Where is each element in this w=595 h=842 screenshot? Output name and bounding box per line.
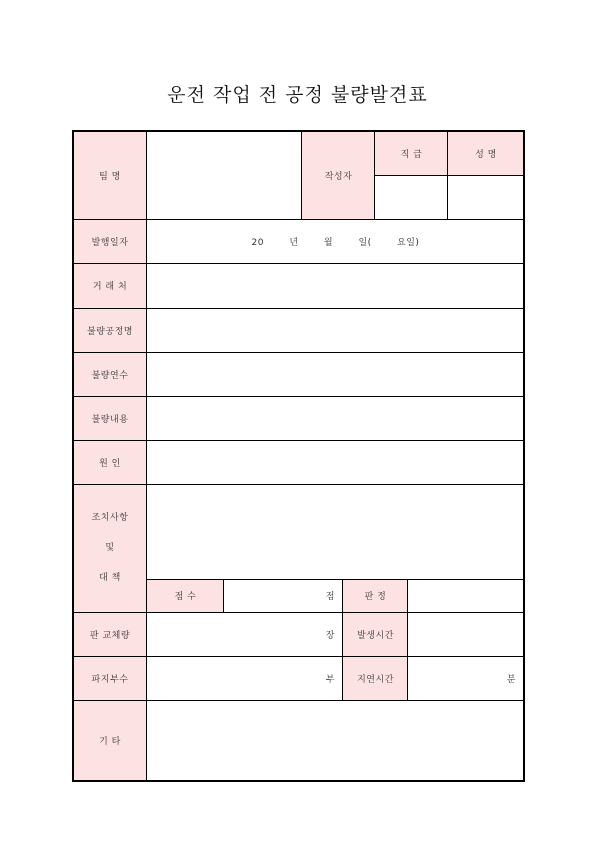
grid-line: [374, 131, 375, 219]
author-label: 작성자: [302, 131, 375, 219]
defect-process-label: 불량공정명: [73, 308, 147, 352]
grid-line: [73, 700, 524, 701]
table-border-bottom: [72, 780, 525, 782]
cause-label: 원 인: [73, 440, 147, 484]
occur-time-field[interactable]: [408, 612, 524, 656]
delay-time-label: 지연시간: [343, 656, 408, 700]
action-label-line1: 조치사항: [91, 513, 129, 523]
defect-content-field[interactable]: [147, 396, 524, 440]
defect-count-label: 불량연수: [73, 352, 147, 396]
position-label: 직 급: [375, 131, 448, 175]
defect-content-label: 불량내용: [73, 396, 147, 440]
judgment-field[interactable]: [408, 579, 524, 612]
client-field[interactable]: [147, 263, 524, 308]
page-title: 운전 작업 전 공정 불량발견표: [167, 84, 428, 106]
etc-label: 기 타: [73, 700, 147, 781]
action-label-line3: 대 책: [99, 573, 121, 583]
grid-line: [407, 579, 408, 700]
grid-line: [73, 263, 524, 264]
name-label: 성 명: [448, 131, 524, 175]
waste-count-label: 파지부수: [73, 656, 147, 700]
table-border-right: [523, 130, 525, 782]
judgment-label: 판 정: [343, 579, 408, 612]
action-label-line2: 및: [105, 543, 115, 553]
grid-line: [73, 484, 524, 485]
name-field[interactable]: [448, 175, 524, 219]
position-field[interactable]: [375, 175, 448, 219]
grid-line: [223, 579, 224, 612]
grid-line: [73, 308, 524, 309]
etc-field[interactable]: [147, 700, 524, 781]
grid-line: [73, 612, 524, 613]
grid-line: [147, 579, 524, 580]
table-border-left: [72, 130, 74, 782]
grid-line: [73, 440, 524, 441]
grid-line: [342, 579, 343, 700]
grid-line: [146, 131, 147, 781]
grid-line: [73, 656, 524, 657]
issue-date-field[interactable]: 20 년 월 일( 요일): [251, 237, 420, 248]
plate-replace-label: 판 교체량: [73, 612, 147, 656]
grid-line: [73, 352, 524, 353]
grid-line: [375, 175, 524, 176]
cause-field[interactable]: [147, 440, 524, 484]
plate-replace-field[interactable]: 장: [325, 630, 335, 641]
score-field[interactable]: 점: [325, 592, 335, 602]
occur-time-label: 발생시간: [343, 612, 408, 656]
issue-date-label: 발행일자: [73, 219, 147, 263]
table-border-top: [72, 130, 525, 132]
action-label: [73, 484, 147, 612]
team-field[interactable]: [147, 131, 302, 219]
defect-process-field[interactable]: [147, 308, 524, 352]
score-label: 점 수: [147, 579, 224, 612]
action-field[interactable]: [147, 484, 524, 579]
grid-line: [73, 396, 524, 397]
client-label: 거 래 처: [73, 263, 147, 308]
grid-line: [301, 131, 302, 219]
defect-count-field[interactable]: [147, 352, 524, 396]
team-label: 팀 명: [73, 131, 147, 219]
delay-time-field[interactable]: 분: [506, 674, 516, 685]
grid-line: [73, 219, 524, 220]
grid-line: [447, 131, 448, 219]
waste-count-field[interactable]: 부: [325, 674, 335, 685]
